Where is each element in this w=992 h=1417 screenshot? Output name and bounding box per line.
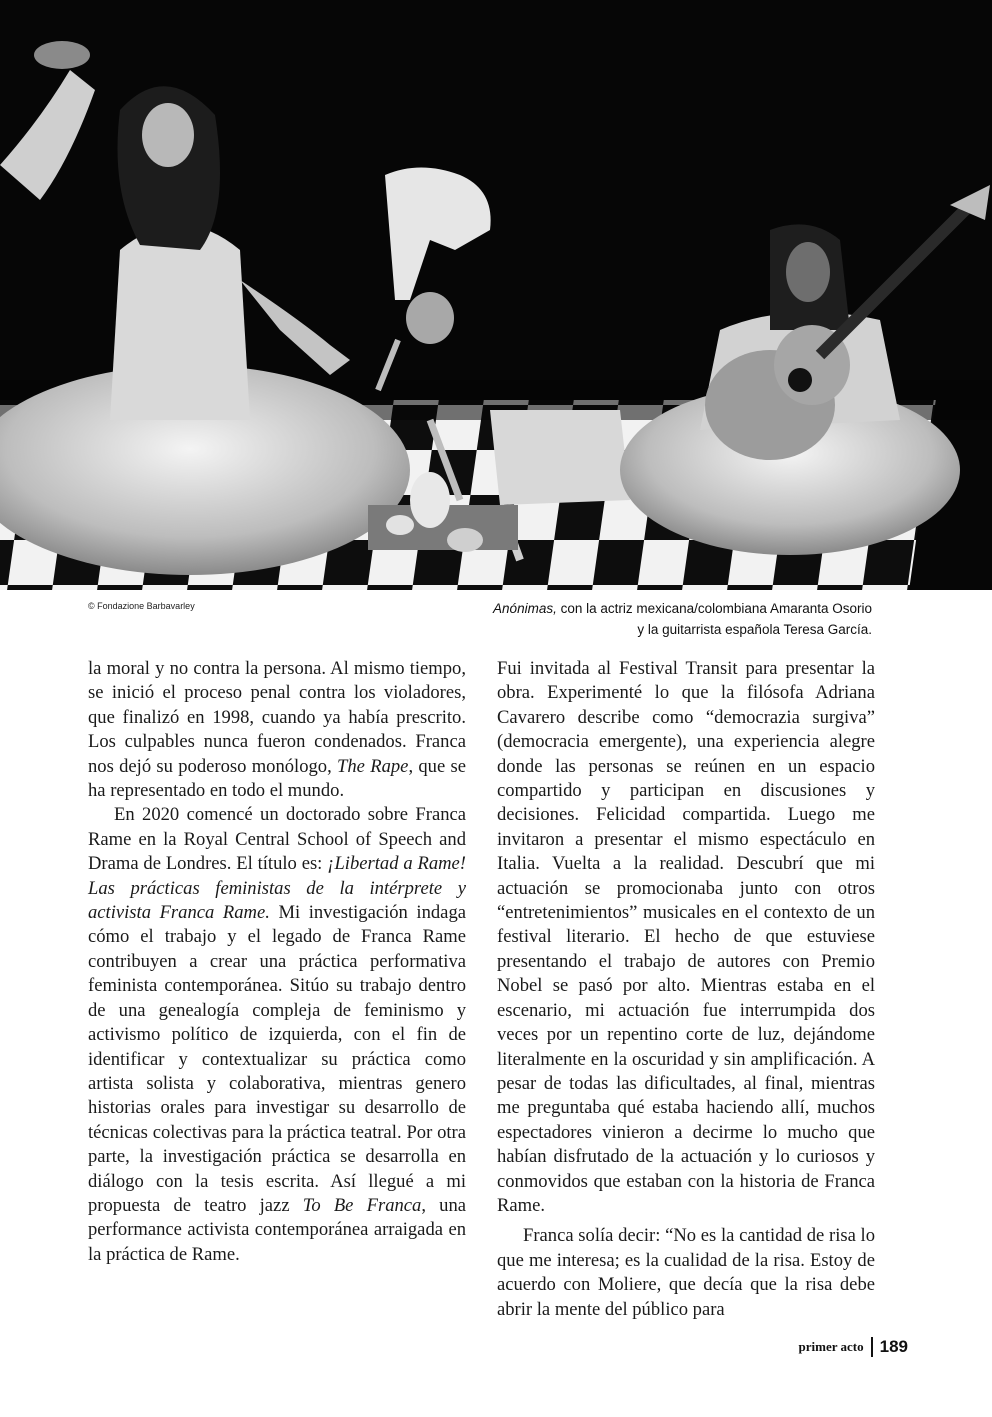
page-number: 189	[879, 1337, 908, 1356]
magazine-name: primer acto	[798, 1339, 864, 1354]
caption-title: Anónimas,	[493, 601, 557, 616]
left-paragraph-1	[88, 657, 466, 803]
left-p1-title: The Rape	[337, 755, 409, 777]
footer-separator	[871, 1337, 873, 1357]
stage-photo-illustration	[0, 0, 992, 590]
left-column	[88, 657, 466, 1267]
left-p1-text: la moral y no contra la persona. Al mismo tiempo, se inició el proceso penal contra los violadores, que finalizó en 1998, cuando ya había prescrito. Los culpables nunca fueron condenados. Franca nos dejó su poderoso monólogo,	[88, 658, 466, 777]
right-paragraph-2: Franca solía decir: “No es la cantidad de risa lo que me interesa; es la cualidad de la risa. Estoy de acuerdo con Moliere, que decía que la risa debe abrir la mente del público para	[497, 1225, 875, 1320]
page-footer	[799, 1337, 908, 1357]
caption-line-1: con la actriz mexicana/colombiana Amaranta Osorio	[556, 601, 872, 616]
caption-line-2: y la guitarrista española Teresa García.	[637, 622, 872, 637]
photo-caption	[312, 598, 872, 640]
left-p1-end: , que se ha representado en todo el mundo.	[88, 755, 466, 802]
left-p2-title: ¡Libertad a Rame! Las prácticas feministas de la intérprete y activista Franca Rame.	[88, 853, 466, 924]
stage-photo	[0, 0, 992, 590]
right-paragraph-1: Fui invitada al Festival Transit para presentar la obra. Experimenté lo que la filósofa Adriana Cavarero describe como “democrazia surgiva” (democracia emergente), una experiencia alegre donde las personas se reúnen en un espacio compartido y participan en discusiones y decisiones. Felicidad compartida. Luego me invitaron a presentar el mismo espectáculo en Italia. Vuelta a la realidad. Descubrí que mi actuación se promocionaba junto con otros “entretenimientos” musicales en el contexto de un festival literario. El hecho de que estuviese presentando el trabajo de autores con Premio Nobel se pasó por alto. Mientras estaba en el escenario, mi actuación fue interrumpida dos veces por un repentino corte de luz, dejándome literalmente en la oscuridad y sin amplificación. A pesar de todas las dificultades, al final, mientras me preguntaba qué estaba haciendo allí, muchos espectadores vinieron a decirme lo mucho que habían disfrutado de la actuación y lo curiosos y conmovidos que estaban con la historia de Franca Rame.	[497, 658, 875, 1216]
right-column	[497, 657, 875, 1322]
left-p2-title2: To Be Franca	[302, 1194, 422, 1216]
photo-credit: © Fondazione Barbavarley	[88, 601, 195, 611]
left-paragraph-2	[88, 803, 466, 1267]
left-p2-end: , una performance activista contemporánea arraigada en la práctica de Rame.	[88, 1194, 466, 1265]
left-p2-mid: Mi investigación indaga cómo el trabajo y el legado de Franca Rame contribuyen a crear una práctica performativa feminista contemporánea. Sitúo su trabajo dentro de una genealogía compleja de feminismo y activismo político de izquierda, con el fin de identificar y contextualizar su práctica como artista solista y colaborativa, mientras genero historias orales para investigar su desarrollo de técnicas colectivas para la práctica teatral. Por otra parte, la investigación práctica se desarrolla en diálogo con la tesis escrita. Así llegué a mi propuesta de teatro jazz	[88, 902, 466, 1216]
left-p2-text: En 2020 comencé un doctorado sobre Franca Rame en la Royal Central School of Speech and Drama de Londres. El título es:	[88, 804, 466, 875]
